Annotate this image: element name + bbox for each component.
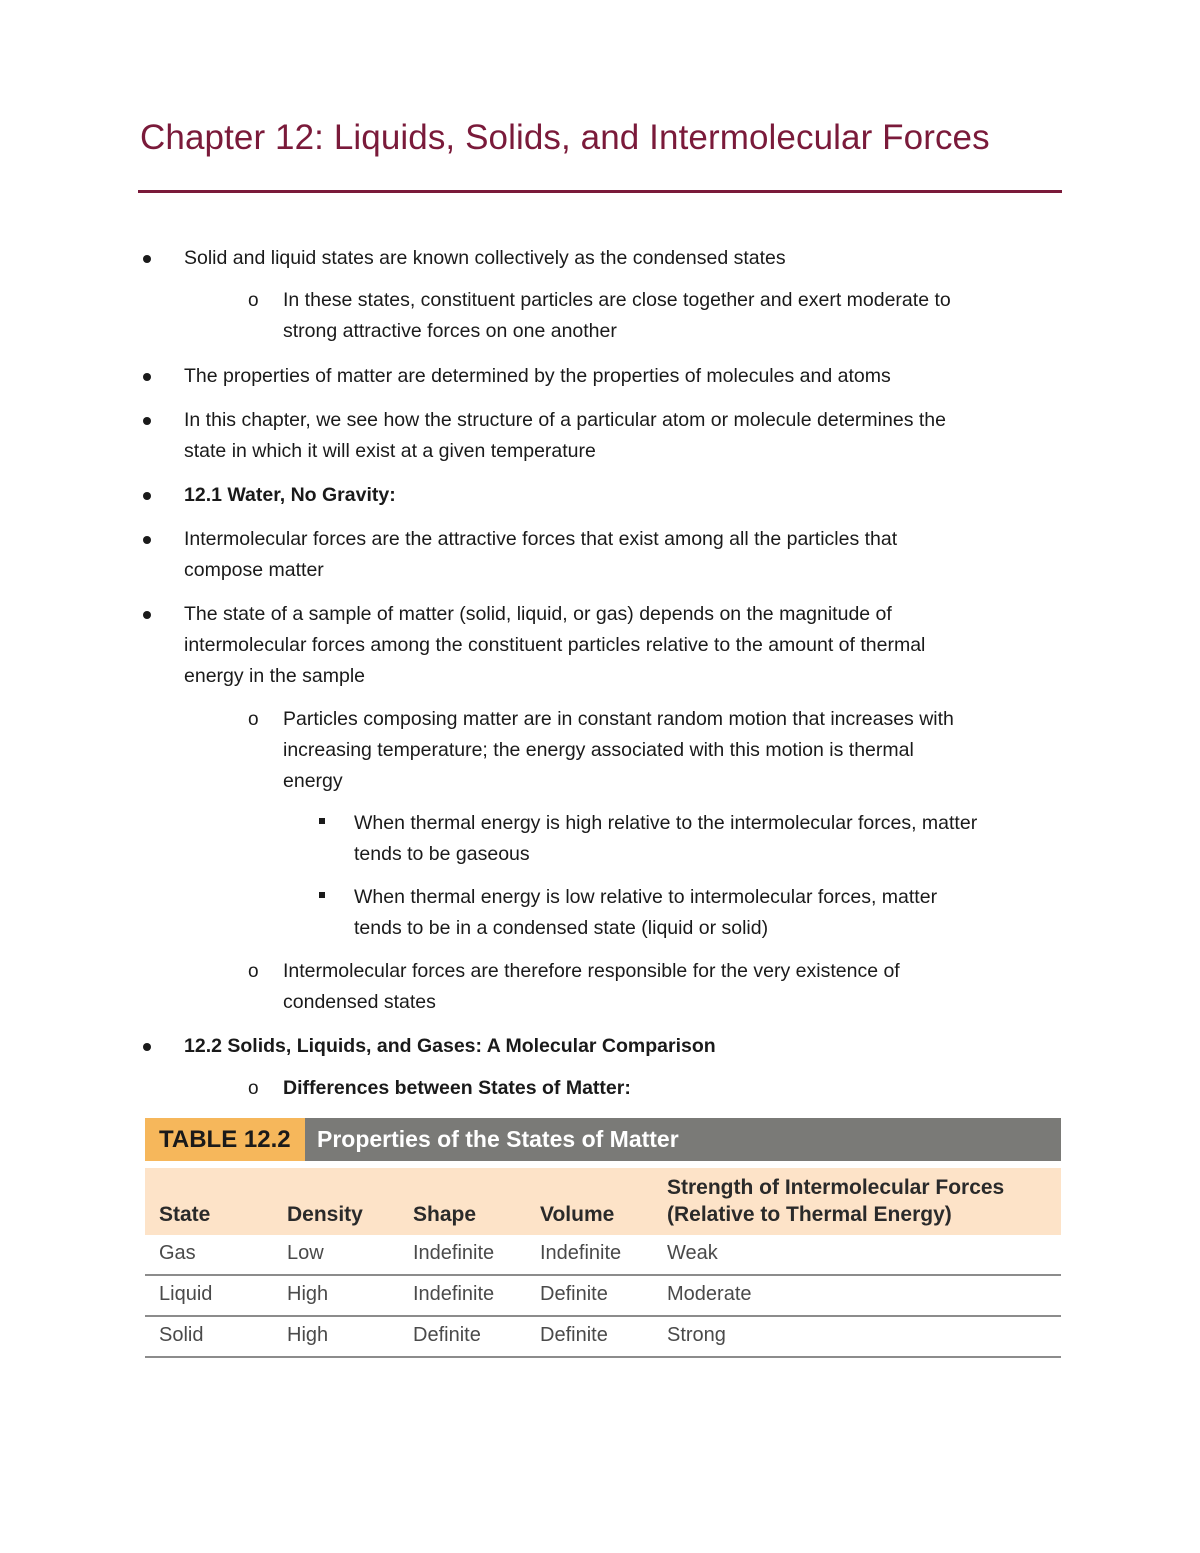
table-row: [145, 1317, 1061, 1358]
list-item: When thermal energy is high relative to the intermolecular forces, matter: [354, 812, 978, 834]
list-item: energy: [283, 770, 343, 792]
table-cell: Definite: [540, 1324, 608, 1346]
bullet-icon: [143, 417, 151, 425]
bullet-icon: [143, 536, 151, 544]
list-item: Intermolecular forces are the attractive forces that exist among all the particles that: [184, 528, 898, 550]
list-item: condensed states: [283, 991, 436, 1013]
list-item: The state of a sample of matter (solid, liquid, or gas) depends on the magnitude of: [184, 603, 892, 625]
list-item: increasing temperature; the energy associated with this motion is thermal: [283, 739, 914, 761]
sub-bullet-icon: o: [248, 290, 259, 311]
bullet-icon: [143, 373, 151, 381]
bullet-icon: [143, 255, 151, 263]
table-cell: Weak: [667, 1242, 718, 1264]
square-bullet-icon: [319, 892, 325, 898]
list-item: Solid and liquid states are known collectively as the condensed states: [184, 247, 786, 269]
list-item: strong attractive forces on one another: [283, 320, 617, 342]
table-cell: Indefinite: [413, 1283, 495, 1305]
column-header-shape: Shape: [413, 1203, 477, 1226]
list-item: In this chapter, we see how the structure of a particular atom or molecule determines the: [184, 409, 946, 431]
table-cell: Definite: [540, 1283, 608, 1305]
list-item: compose matter: [184, 559, 324, 581]
table-cell: Solid: [159, 1324, 204, 1346]
list-item: Differences between States of Matter:: [283, 1077, 631, 1099]
bullet-icon: [143, 492, 151, 500]
table-cell: High: [287, 1324, 329, 1346]
table-cell: High: [287, 1283, 329, 1305]
list-item: Intermolecular forces are therefore responsible for the very existence of: [283, 960, 900, 982]
list-item: tends to be in a condensed state (liquid or solid): [354, 917, 769, 939]
section-heading: 12.2 Solids, Liquids, and Gases: A Molecular Comparison: [184, 1035, 716, 1057]
list-item: energy in the sample: [184, 665, 366, 687]
square-bullet-icon: [319, 818, 325, 824]
list-item: Particles composing matter are in constant random motion that increases with: [283, 708, 954, 730]
table-row: [145, 1276, 1061, 1317]
column-header-density: Density: [287, 1203, 363, 1226]
table-cell: Gas: [159, 1242, 196, 1264]
list-item: intermolecular forces among the constituent particles relative to the amount of thermal: [184, 634, 926, 656]
list-item: When thermal energy is low relative to intermolecular forces, matter: [354, 886, 938, 908]
table-number: TABLE 12.2: [145, 1118, 305, 1161]
table-cell: Indefinite: [540, 1242, 622, 1264]
list-item: In these states, constituent particles are close together and exert moderate to: [283, 289, 951, 311]
table-cell: Strong: [667, 1324, 726, 1346]
list-item: The properties of matter are determined by the properties of molecules and atoms: [184, 365, 891, 387]
list-item: tends to be gaseous: [354, 843, 530, 865]
table-cell: Moderate: [667, 1283, 752, 1305]
sub-bullet-icon: o: [248, 1078, 259, 1099]
column-header-volume: Volume: [540, 1203, 615, 1226]
sub-bullet-icon: o: [248, 709, 259, 730]
list-item: state in which it will exist at a given temperature: [184, 440, 596, 462]
title-divider: [138, 190, 1062, 193]
section-heading: 12.1 Water, No Gravity:: [184, 484, 396, 506]
page-title: Chapter 12: Liquids, Solids, and Intermolecular Forces: [140, 118, 990, 157]
table-cell: Liquid: [159, 1283, 213, 1305]
table-cell: Definite: [413, 1324, 481, 1346]
bullet-icon: [143, 611, 151, 619]
table-cell: Indefinite: [413, 1242, 495, 1264]
table-caption: Properties of the States of Matter: [305, 1118, 1061, 1161]
column-header-strength: Strength of Intermolecular Forces: [667, 1176, 1005, 1199]
bullet-icon: [143, 1043, 151, 1051]
column-header-state: State: [159, 1203, 211, 1226]
table-header-bar: [145, 1118, 1061, 1161]
table-cell: Low: [287, 1242, 324, 1264]
states-of-matter-table: [145, 1118, 1061, 1358]
column-header-strength-note: (Relative to Thermal Energy): [667, 1203, 952, 1226]
sub-bullet-icon: o: [248, 961, 259, 982]
table-row: [145, 1235, 1061, 1276]
table-column-headers: [145, 1168, 1061, 1235]
